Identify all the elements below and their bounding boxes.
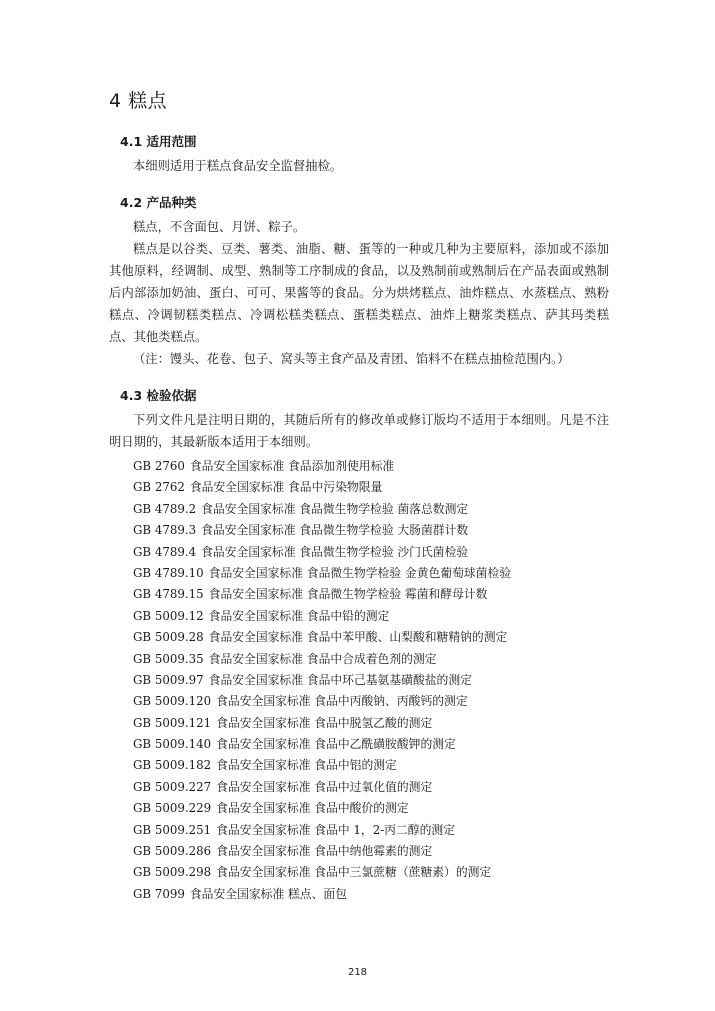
reference-title: 食品安全国家标准 食品微生物学检验 沙门氏菌检验 [201,544,469,559]
reference-code: GB 5009.120 [133,694,212,709]
reference-title: 食品安全国家标准 食品中铅的测定 [208,608,390,623]
paragraph-definition: 糕点是以谷类、豆类、薯类、油脂、糖、蛋等的一种或几种为主要原料，添加或不添加其他原料，经调制、成型、熟制等工序制成的食品，以及熟制前或熟制后在产品表面或熟制后内部添加奶油、蛋白、可可、果酱等的食品。分为烘烤糕点、油炸糕点、水蒸糕点、熟粉糕点、冷调韧糕类糕点、冷调松糕类糕点、蛋糕类糕点、油炸上糖浆类糕点、萨其玛类糕点、其他类糕点。 [109,242,609,344]
reference-title: 食品安全国家标准 食品微生物学检验 大肠菌群计数 [201,523,469,538]
reference-code: GB 5009.286 [133,844,212,859]
reference-title: 食品安全国家标准 食品中丙酸钠、丙酸钙的测定 [216,694,468,709]
reference-title: 食品安全国家标准 食品中酸价的测定 [216,801,409,816]
reference-item [133,820,511,841]
reference-title: 食品安全国家标准 食品微生物学检验 金黄色葡萄球菌检验 [208,565,512,580]
reference-title: 食品安全国家标准 食品中三氯蔗糖（蔗糖素）的测定 [216,865,492,880]
paragraph-basis-intro: 下列文件凡是注明日期的，其随后所有的修改单或修订版均不适用于本细则。凡是不注明日期的，其最新版本适用于本细则。 [109,413,609,449]
reference-code: GB 5009.182 [133,758,212,773]
reference-title: 食品安全国家标准 食品中苯甲酸、山梨酸和糖精钠的测定 [208,630,508,645]
reference-title: 食品安全国家标准 食品中脱氢乙酸的测定 [216,715,433,730]
reference-title: 食品安全国家标准 食品中铝的测定 [216,758,397,773]
reference-item [133,456,511,477]
reference-item [133,563,511,584]
reference-item [133,777,511,798]
reference-code: GB 5009.121 [133,715,212,730]
reference-item [133,627,511,648]
reference-item [133,499,511,520]
reference-item [133,691,511,712]
reference-item [133,520,511,541]
reference-title: 食品安全国家标准 食品中合成着色剂的测定 [208,651,437,666]
reference-code: GB 5009.227 [133,779,212,794]
reference-code: GB 5009.97 [133,672,204,687]
reference-code: GB 5009.229 [133,801,212,816]
reference-item [133,841,511,862]
reference-item [133,713,511,734]
paragraph-exclusions: 糕点，不含面包、月饼、粽子。 [133,220,306,234]
reference-item [133,884,511,905]
reference-item [133,649,511,670]
reference-item [133,755,511,776]
reference-code: GB 5009.28 [133,630,204,645]
reference-item [133,798,511,819]
reference-title: 食品安全国家标准 食品中污染物限量 [189,480,383,495]
reference-code: GB 5009.12 [133,608,204,623]
heading-scope: 4.1 适用范围 [120,134,197,149]
reference-code: GB 7099 [133,886,185,901]
reference-code: GB 5009.298 [133,865,212,880]
reference-title: 食品安全国家标准 食品中乙酰磺胺酸钾的测定 [216,737,456,752]
reference-title: 食品安全国家标准 食品微生物学检验 霉菌和酵母计数 [208,587,488,602]
paragraph-scope: 本细则适用于糕点食品安全监督抽检。 [133,159,343,173]
reference-title: 食品安全国家标准 食品中 1，2-丙二醇的测定 [216,822,455,837]
reference-title: 食品安全国家标准 食品添加剂使用标准 [189,459,395,473]
reference-code: GB 5009.140 [133,737,212,752]
reference-item [133,670,511,691]
reference-item [133,734,511,755]
reference-list [133,456,511,905]
reference-code: GB 4789.15 [133,587,204,602]
reference-title: 食品安全国家标准 食品中过氧化值的测定 [216,779,433,794]
paragraph-note: （注：馒头、花卷、包子、窝头等主食产品及青团、馅料不在糕点抽检范围内。） [133,352,570,366]
page-number: 218 [347,967,368,978]
reference-item [133,477,511,498]
reference-title: 食品安全国家标准 食品中纳他霉素的测定 [216,844,433,859]
reference-code: GB 2762 [133,480,185,495]
reference-code: GB 4789.4 [133,544,197,559]
heading-basis: 4.3 检验依据 [120,388,197,403]
reference-code: GB 5009.251 [133,822,212,837]
reference-item [133,542,511,563]
reference-item [133,862,511,883]
reference-code: GB 4789.2 [133,501,197,516]
reference-item [133,606,511,627]
section-title: 4 糕点 [109,90,168,112]
reference-code: GB 4789.10 [133,565,204,580]
reference-code: GB 4789.3 [133,523,197,538]
reference-item [133,584,511,605]
reference-code: GB 2760 [133,459,185,473]
reference-code: GB 5009.35 [133,651,204,666]
reference-title: 食品安全国家标准 食品中环己基氨基磺酸盐的测定 [208,672,472,687]
heading-product-types: 4.2 产品种类 [120,195,197,210]
reference-title: 食品安全国家标准 食品微生物学检验 菌落总数测定 [201,501,469,516]
reference-title: 食品安全国家标准 糕点、面包 [189,886,347,901]
